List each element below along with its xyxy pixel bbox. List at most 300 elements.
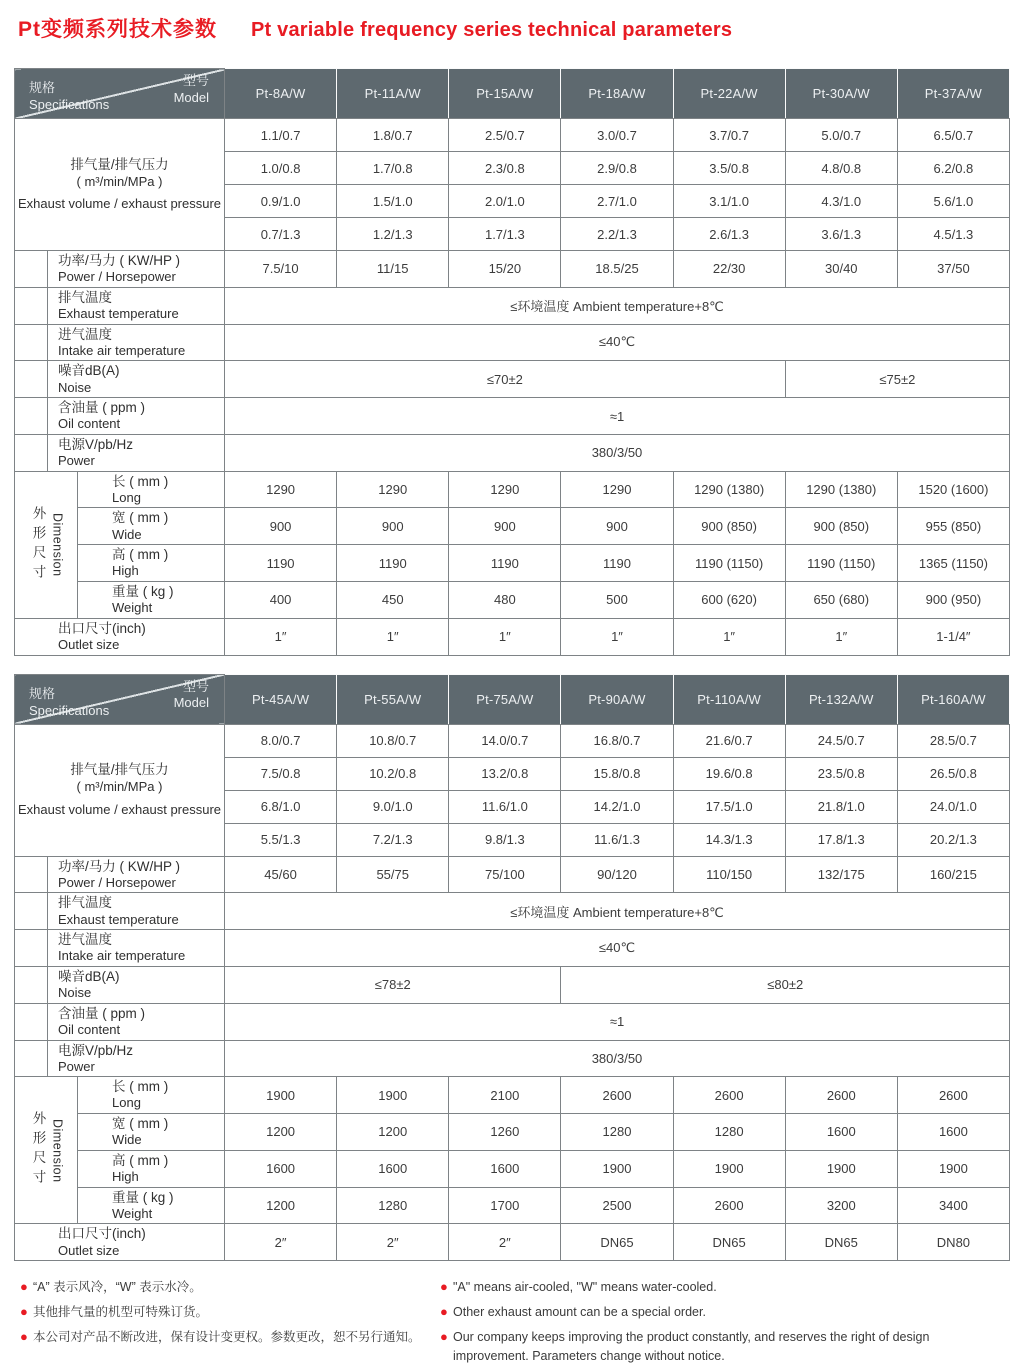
value-cell: 16.8/0.7: [561, 724, 673, 757]
dimension-sublabel-cell: [78, 471, 225, 508]
dimension-sublabel-cell: [78, 1077, 225, 1114]
value-cell: 2″: [449, 1224, 561, 1261]
volume-label-zh: 排气量/排气压力: [70, 762, 169, 778]
value-cell: 2.2/1.3: [561, 218, 673, 251]
intake-temp-label-cell: [48, 324, 225, 361]
value-cell: 1900: [337, 1077, 449, 1114]
value-cell: 1600: [449, 1150, 561, 1187]
value-cell: 1190 (1150): [673, 545, 785, 582]
value-cell: 2.5/0.7: [449, 119, 561, 152]
value-cell: 13.2/0.8: [449, 757, 561, 790]
dimension-group-wrap: [15, 506, 77, 584]
noise-label-cell: [48, 361, 225, 398]
value-cell: 7.2/1.3: [337, 823, 449, 856]
corner-cell: [15, 674, 225, 724]
intake-temp-label-en: Intake air temperature: [58, 948, 186, 964]
intake-temp-label-zh: 进气温度: [58, 326, 112, 342]
value-cell: 1190: [225, 545, 337, 582]
oil-content-label-en: Oil content: [58, 416, 121, 432]
value-cell: 1280: [337, 1187, 449, 1224]
value-cell: 900 (850): [673, 508, 785, 545]
dimension-sublabel-cell: [78, 545, 225, 582]
value-cell: 600 (620): [673, 582, 785, 619]
value-cell: 1365 (1150): [897, 545, 1009, 582]
bullet-icon: ●: [440, 1279, 448, 1295]
value-cell: 1900: [897, 1150, 1009, 1187]
model-header: Pt-160A/W: [897, 674, 1009, 724]
power-supply-label-en: Power: [58, 453, 95, 469]
table-row: [15, 1040, 1010, 1077]
value-cell: 1.8/0.7: [337, 119, 449, 152]
footnote-text: Our company keeps improving the product constantly, and reserves the right of design improvement. Parameters change without notice.: [453, 1330, 930, 1363]
outlet-label-en: Outlet size: [58, 637, 120, 652]
outlet-label-en: Outlet size: [58, 1242, 120, 1258]
value-cell: 4.8/0.8: [785, 152, 897, 185]
value-cell: 500: [561, 582, 673, 619]
exhaust-temp-label-en: Exhaust temperature: [58, 305, 179, 321]
value-cell: 14.0/0.7: [449, 724, 561, 757]
value-cell: 2500: [561, 1187, 673, 1224]
table-row: [15, 893, 1010, 930]
spacer-cell: [15, 930, 48, 967]
noise-label-en: Noise: [58, 985, 92, 1001]
value-cell: 900 (850): [785, 508, 897, 545]
footnote-text: “A” 表示风冷，“W” 表示水冷。: [33, 1280, 202, 1295]
footnote-item: [20, 1328, 440, 1346]
oil-content-label-cell: [48, 398, 225, 435]
dimension-group-cell: [15, 1077, 78, 1224]
spacer-cell: [15, 1040, 48, 1077]
table-row: [15, 582, 1010, 619]
power-label-zh: 功率/马力 ( KW/HP ): [58, 253, 181, 268]
corner-model-en: Model: [173, 89, 209, 105]
power-supply-value-cell: 380/3/50: [225, 1040, 1010, 1077]
intake-temp-label-zh: 进气温度: [58, 932, 112, 948]
table-row: [15, 724, 1010, 757]
outlet-label-zh: 出口尺寸(inch): [58, 620, 146, 636]
spacer-cell: [15, 361, 48, 398]
table-row: [15, 1187, 1010, 1224]
table-row: [15, 361, 1010, 398]
power-supply-label-cell: [48, 1040, 225, 1077]
power-label-cell: [48, 251, 225, 288]
footnote-item: [440, 1278, 1006, 1296]
value-cell: 15/20: [449, 251, 561, 288]
noise-label-en: Noise: [58, 379, 92, 395]
value-cell: 15.8/0.8: [561, 757, 673, 790]
value-cell: 3200: [785, 1187, 897, 1224]
value-cell: 0.7/1.3: [225, 218, 337, 251]
value-cell: 6.8/1.0: [225, 790, 337, 823]
exhaust-temp-label-cell: [48, 893, 225, 930]
value-cell: 1260: [449, 1114, 561, 1151]
model-header: Pt-110A/W: [673, 674, 785, 724]
value-cell: 2.7/1.0: [561, 185, 673, 218]
table-row: [15, 1114, 1010, 1151]
value-cell: 1-1/4″: [897, 618, 1009, 655]
value-cell: DN65: [673, 1224, 785, 1261]
volume-label-unit: ( m³/min/MPa ): [76, 779, 163, 795]
page-title-en: Pt variable frequency series technical parameters: [251, 19, 733, 41]
volume-label-en: Exhaust volume / exhaust pressure: [17, 195, 222, 211]
value-cell: 1200: [337, 1114, 449, 1151]
intake-temp-label-cell: [48, 930, 225, 967]
model-header: Pt-11A/W: [337, 69, 449, 119]
spacer-cell: [15, 1003, 48, 1040]
page-title: [0, 0, 1024, 43]
value-cell: 900: [225, 508, 337, 545]
value-cell: DN65: [561, 1224, 673, 1261]
dimension-sublabel-zh: 长 ( mm ): [112, 473, 169, 489]
footnote-text: "A" means air-cooled, "W" means water-cooled.: [453, 1280, 717, 1295]
value-cell: 3.0/0.7: [561, 119, 673, 152]
corner-model-en: Model: [173, 695, 209, 711]
value-cell: 900 (950): [897, 582, 1009, 619]
table-header: [15, 69, 1010, 119]
value-cell: 3.7/0.7: [673, 119, 785, 152]
value-cell: 75/100: [449, 856, 561, 893]
value-cell: 1290: [449, 471, 561, 508]
volume-label-cell: [15, 119, 225, 251]
noise-label-cell: [48, 966, 225, 1003]
footnote-item: [440, 1303, 1006, 1321]
power-supply-value-cell: 380/3/50: [225, 434, 1010, 471]
value-cell: 160/215: [897, 856, 1009, 893]
volume-label-cell: [15, 724, 225, 856]
dimension-sublabel-zh: 宽 ( mm ): [112, 1116, 169, 1132]
table-row: [15, 1003, 1010, 1040]
value-cell: 1.7/0.8: [337, 152, 449, 185]
value-cell: 1600: [897, 1114, 1009, 1151]
exhaust-temp-value-cell: ≤环境温度 Ambient temperature+8℃: [225, 893, 1010, 930]
exhaust-temp-label-zh: 排气温度: [58, 895, 112, 911]
value-cell: 45/60: [225, 856, 337, 893]
value-cell: 1″: [225, 618, 337, 655]
value-cell: 400: [225, 582, 337, 619]
table-header: [15, 674, 1010, 724]
oil-content-label-cell: [48, 1003, 225, 1040]
power-supply-label-zh: 电源V/pb/Hz: [58, 1042, 134, 1058]
exhaust-temp-label-en: Exhaust temperature: [58, 911, 179, 927]
power-supply-label-cell: [48, 434, 225, 471]
value-cell: 1700: [449, 1187, 561, 1224]
model-header: Pt-37A/W: [897, 69, 1009, 119]
dimension-sublabel-en: Wide: [112, 1132, 142, 1148]
value-cell: 6.2/0.8: [897, 152, 1009, 185]
value-cell: 1.2/1.3: [337, 218, 449, 251]
value-cell: 5.5/1.3: [225, 823, 337, 856]
value-cell: 28.5/0.7: [897, 724, 1009, 757]
table-row: [15, 618, 1010, 655]
value-cell: 11.6/1.3: [561, 823, 673, 856]
oil-content-label-en: Oil content: [58, 1021, 121, 1037]
value-cell: 900: [337, 508, 449, 545]
volume-label-en: Exhaust volume / exhaust pressure: [17, 801, 222, 817]
corner-spec-label: [29, 80, 109, 114]
model-header: Pt-15A/W: [449, 69, 561, 119]
oil-content-value-cell: ≈1: [225, 1003, 1010, 1040]
spacer-cell: [15, 434, 48, 471]
table-row: [15, 471, 1010, 508]
value-cell: 9.0/1.0: [337, 790, 449, 823]
value-cell: 4.5/1.3: [897, 218, 1009, 251]
value-cell: 20.2/1.3: [897, 823, 1009, 856]
value-cell: 11.6/1.0: [449, 790, 561, 823]
value-cell: 1290 (1380): [785, 471, 897, 508]
bullet-icon: ●: [440, 1304, 448, 1320]
corner-model-label: [174, 679, 209, 713]
table-row: [15, 324, 1010, 361]
value-cell: 1520 (1600): [897, 471, 1009, 508]
value-cell: 17.5/1.0: [673, 790, 785, 823]
value-cell: DN65: [785, 1224, 897, 1261]
power-supply-label-en: Power: [58, 1058, 95, 1074]
footnote-item: [20, 1278, 440, 1296]
dimension-sublabel-zh: 长 ( mm ): [112, 1079, 169, 1095]
exhaust-temp-label-zh: 排气温度: [58, 289, 112, 305]
value-cell: 1.5/1.0: [337, 185, 449, 218]
corner-spec-zh: 规格: [29, 80, 56, 96]
value-cell: 1200: [225, 1187, 337, 1224]
value-cell: 3.1/1.0: [673, 185, 785, 218]
corner-spec-zh: 规格: [29, 685, 56, 701]
model-header: Pt-90A/W: [561, 674, 673, 724]
volume-label-unit: ( m³/min/MPa ): [76, 173, 163, 189]
table-row: [15, 287, 1010, 324]
dimension-sublabel-en: Weight: [112, 600, 153, 616]
dimension-sublabel-cell: [78, 1114, 225, 1151]
value-cell: 17.8/1.3: [785, 823, 897, 856]
corner-model-zh: 型号: [182, 678, 209, 694]
model-header: Pt-132A/W: [785, 674, 897, 724]
table-row: [15, 398, 1010, 435]
value-cell: 1″: [785, 618, 897, 655]
table-body: [15, 724, 1010, 1261]
footnotes-zh: [20, 1278, 440, 1372]
footnote-text: 其他排气量的机型可特殊订货。: [33, 1305, 209, 1320]
dimension-sublabel-cell: [78, 508, 225, 545]
model-header: Pt-22A/W: [673, 69, 785, 119]
value-cell: 55/75: [337, 856, 449, 893]
dimension-group-cell: [15, 471, 78, 618]
table-row: [15, 434, 1010, 471]
value-cell: 6.5/0.7: [897, 119, 1009, 152]
bullet-icon: ●: [20, 1304, 28, 1320]
value-cell: 1900: [785, 1150, 897, 1187]
value-cell: 1900: [561, 1150, 673, 1187]
dimension-sublabel-cell: [78, 582, 225, 619]
value-cell: 21.6/0.7: [673, 724, 785, 757]
noise-value-cell: ≤70±2: [225, 361, 786, 398]
value-cell: 1″: [561, 618, 673, 655]
outlet-label-cell: [15, 618, 225, 655]
value-cell: 3.5/0.8: [673, 152, 785, 185]
value-cell: 2100: [449, 1077, 561, 1114]
model-header: Pt-55A/W: [337, 674, 449, 724]
value-cell: 480: [449, 582, 561, 619]
value-cell: 1190: [561, 545, 673, 582]
power-label-en: Power / Horsepower: [58, 269, 176, 285]
noise-label-zh: 噪音dB(A): [58, 363, 120, 379]
value-cell: 1290: [337, 471, 449, 508]
table-row: [15, 856, 1010, 893]
value-cell: 37/50: [897, 251, 1009, 288]
dimension-sublabel-en: Long: [112, 1095, 141, 1111]
value-cell: 955 (850): [897, 508, 1009, 545]
table-row: [15, 966, 1010, 1003]
model-header: Pt-18A/W: [561, 69, 673, 119]
table-row: [15, 508, 1010, 545]
value-cell: 1.0/0.8: [225, 152, 337, 185]
spacer-cell: [15, 893, 48, 930]
value-cell: 26.5/0.8: [897, 757, 1009, 790]
value-cell: 2.0/1.0: [449, 185, 561, 218]
dimension-group-wrap: [15, 1111, 77, 1189]
value-cell: 2600: [673, 1077, 785, 1114]
model-header: Pt-8A/W: [225, 69, 337, 119]
value-cell: 7.5/0.8: [225, 757, 337, 790]
value-cell: 10.8/0.7: [337, 724, 449, 757]
noise-label-zh: 噪音dB(A): [58, 968, 120, 984]
value-cell: 8.0/0.7: [225, 724, 337, 757]
table-row: [15, 1077, 1010, 1114]
value-cell: 2″: [337, 1224, 449, 1261]
dimension-group-zh: 外形尺寸: [30, 1111, 46, 1190]
value-cell: 9.8/1.3: [449, 823, 561, 856]
value-cell: 1600: [785, 1114, 897, 1151]
value-cell: 18.5/25: [561, 251, 673, 288]
dimension-sublabel-cell: [78, 1150, 225, 1187]
value-cell: 21.8/1.0: [785, 790, 897, 823]
tables-container: [0, 68, 1024, 1261]
value-cell: 110/150: [673, 856, 785, 893]
value-cell: 30/40: [785, 251, 897, 288]
value-cell: DN80: [897, 1224, 1009, 1261]
dimension-sublabel-en: High: [112, 563, 139, 579]
corner-spec-en: Specifications: [29, 702, 110, 718]
footnotes: [20, 1278, 1024, 1372]
footnotes-en: [440, 1278, 1024, 1372]
value-cell: 450: [337, 582, 449, 619]
bullet-icon: ●: [20, 1279, 28, 1295]
oil-content-value-cell: ≈1: [225, 398, 1010, 435]
intake-temp-value-cell: ≤40℃: [225, 324, 1010, 361]
corner-cell: [15, 69, 225, 119]
model-header: Pt-75A/W: [449, 674, 561, 724]
value-cell: 900: [449, 508, 561, 545]
dimension-sublabel-cell: [78, 1187, 225, 1224]
corner-spec-en: Specifications: [29, 97, 110, 113]
value-cell: 3.6/1.3: [785, 218, 897, 251]
value-cell: 14.3/1.3: [673, 823, 785, 856]
value-cell: 0.9/1.0: [225, 185, 337, 218]
table-row: [15, 119, 1010, 152]
table-body: [15, 119, 1010, 656]
value-cell: 2600: [897, 1077, 1009, 1114]
corner-model-label: [174, 73, 209, 107]
dimension-sublabel-zh: 宽 ( mm ): [112, 510, 169, 526]
value-cell: 132/175: [785, 856, 897, 893]
noise-value-cell: ≤78±2: [225, 966, 561, 1003]
value-cell: 650 (680): [785, 582, 897, 619]
value-cell: 2600: [785, 1077, 897, 1114]
footnote-text: Other exhaust amount can be a special order.: [453, 1305, 706, 1320]
bullet-icon: ●: [440, 1329, 448, 1345]
value-cell: 1290: [561, 471, 673, 508]
outlet-label-zh: 出口尺寸(inch): [58, 1226, 146, 1242]
value-cell: 1″: [337, 618, 449, 655]
value-cell: 2.9/0.8: [561, 152, 673, 185]
value-cell: 1190 (1150): [785, 545, 897, 582]
footnote-text: 本公司对产品不断改进，保有设计变更权。参数更改，恕不另行通知。: [33, 1330, 421, 1345]
volume-label-zh: 排气量/排气压力: [70, 156, 169, 172]
value-cell: 4.3/1.0: [785, 185, 897, 218]
table-row: [15, 1150, 1010, 1187]
spacer-cell: [15, 324, 48, 361]
value-cell: 2.3/0.8: [449, 152, 561, 185]
noise-value-cell: ≤75±2: [785, 361, 1009, 398]
value-cell: 900: [561, 508, 673, 545]
model-header: Pt-30A/W: [785, 69, 897, 119]
spacer-cell: [15, 287, 48, 324]
value-cell: 5.0/0.7: [785, 119, 897, 152]
dimension-sublabel-zh: 重量 ( kg ): [112, 584, 174, 600]
header-row: [15, 674, 1010, 724]
table-row: [15, 545, 1010, 582]
header-row: [15, 69, 1010, 119]
spacer-cell: [15, 251, 48, 288]
oil-content-label-zh: 含油量 ( ppm ): [58, 400, 146, 416]
value-cell: 3400: [897, 1187, 1009, 1224]
value-cell: 1″: [673, 618, 785, 655]
value-cell: 10.2/0.8: [337, 757, 449, 790]
value-cell: 1900: [673, 1150, 785, 1187]
footnote-item: [440, 1328, 1006, 1364]
dimension-sublabel-en: Wide: [112, 526, 142, 542]
model-header: Pt-45A/W: [225, 674, 337, 724]
power-label-cell: [48, 856, 225, 893]
table-row: [15, 1224, 1010, 1261]
value-cell: 14.2/1.0: [561, 790, 673, 823]
spacer-cell: [15, 856, 48, 893]
value-cell: 1280: [673, 1114, 785, 1151]
intake-temp-label-en: Intake air temperature: [58, 342, 186, 358]
dimension-sublabel-zh: 高 ( mm ): [112, 1152, 169, 1168]
value-cell: 1200: [225, 1114, 337, 1151]
spacer-cell: [15, 966, 48, 1003]
footnote-item: [20, 1303, 440, 1321]
noise-value-cell: ≤80±2: [561, 966, 1010, 1003]
value-cell: 19.6/0.8: [673, 757, 785, 790]
value-cell: 24.0/1.0: [897, 790, 1009, 823]
value-cell: 1190: [337, 545, 449, 582]
power-label-en: Power / Horsepower: [58, 874, 176, 890]
dimension-group-en: Dimension: [50, 512, 65, 577]
dimension-sublabel-en: Weight: [112, 1205, 153, 1221]
value-cell: 2″: [225, 1224, 337, 1261]
value-cell: 2600: [561, 1077, 673, 1114]
value-cell: 1600: [337, 1150, 449, 1187]
dimension-sublabel-zh: 重量 ( kg ): [112, 1189, 174, 1205]
value-cell: 2600: [673, 1187, 785, 1224]
value-cell: 5.6/1.0: [897, 185, 1009, 218]
value-cell: 1.7/1.3: [449, 218, 561, 251]
dimension-group-en: Dimension: [50, 1118, 65, 1183]
value-cell: 1280: [561, 1114, 673, 1151]
power-supply-label-zh: 电源V/pb/Hz: [58, 436, 134, 452]
dimension-group-zh: 外形尺寸: [30, 505, 46, 584]
value-cell: 1190: [449, 545, 561, 582]
